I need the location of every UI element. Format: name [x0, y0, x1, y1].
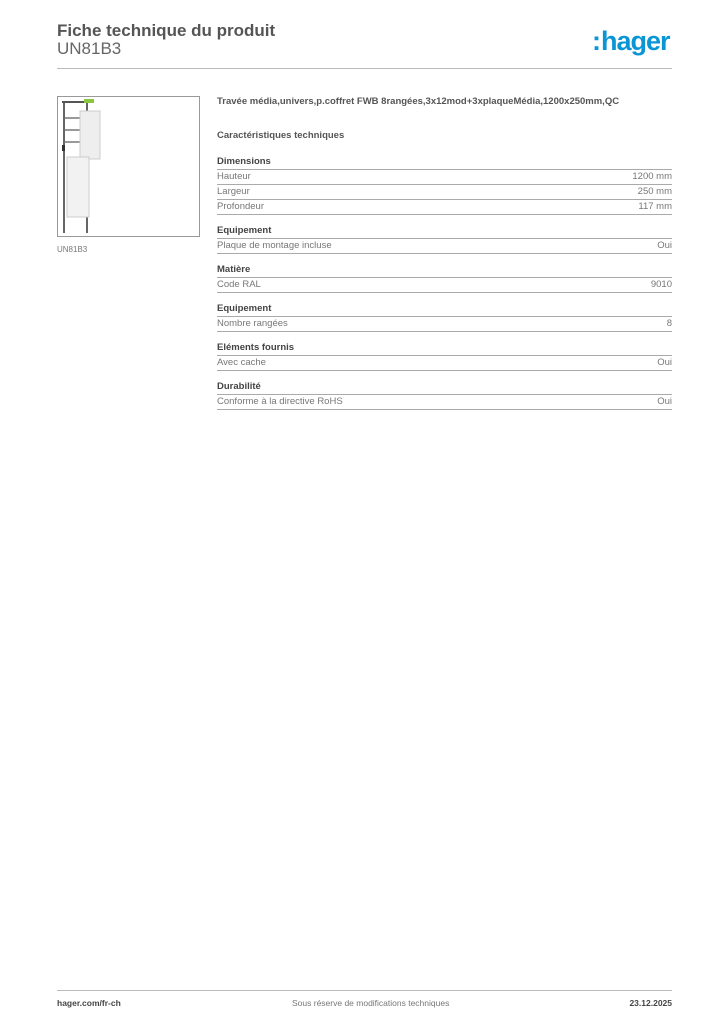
spec-value: 1200 mm: [632, 171, 672, 182]
spec-row: [217, 356, 672, 371]
section-title: Equipement: [217, 225, 672, 239]
spec-label: Avec cache: [217, 357, 266, 368]
spec-value: Oui: [657, 357, 672, 368]
spec-row: [217, 395, 672, 410]
hager-logo: :hager: [592, 26, 670, 56]
spec-value: 9010: [650, 279, 672, 290]
section-title: Equipement: [217, 303, 672, 317]
spec-value: 117 mm: [638, 201, 672, 212]
section-title: Matière: [217, 264, 672, 278]
spec-row: [217, 200, 672, 215]
section-title: Dimensions: [217, 156, 672, 170]
spec-value: Oui: [657, 396, 672, 407]
characteristics-list: [217, 156, 672, 410]
spec-section: [217, 303, 672, 332]
spec-row: [217, 317, 672, 332]
spec-value: Oui: [657, 240, 672, 251]
spec-label: Conforme à la directive RoHS: [217, 396, 343, 407]
product-image: [57, 96, 200, 237]
footer-date: 23.12.2025: [629, 998, 672, 1008]
characteristics-title: Caractéristiques techniques: [217, 130, 345, 141]
header-divider: [57, 68, 672, 69]
spec-row: [217, 170, 672, 185]
spec-value: 8: [666, 318, 672, 329]
product-illustration-icon: [58, 97, 199, 236]
product-reference: UN81B3: [57, 39, 122, 58]
spec-section: [217, 264, 672, 293]
spec-label: Plaque de montage incluse: [217, 240, 332, 251]
page-title: Fiche technique du produit: [57, 21, 276, 40]
section-title: Durabilité: [217, 381, 672, 395]
spec-row: [217, 239, 672, 254]
footer-notice: Sous réserve de modifications techniques: [292, 998, 450, 1008]
spec-label: Code RAL: [217, 279, 261, 290]
spec-section: [217, 381, 672, 410]
spec-section: [217, 156, 672, 215]
product-details: [217, 96, 672, 410]
spec-label: Hauteur: [217, 171, 251, 182]
spec-value: 250 mm: [637, 186, 672, 197]
spec-label: Largeur: [217, 186, 250, 197]
spec-row: [217, 278, 672, 293]
footer-divider: [57, 990, 672, 991]
spec-section: [217, 225, 672, 254]
image-caption: UN81B3: [57, 245, 88, 254]
product-description: Travée média,univers,p.coffret FWB 8rangées,3x12mod+3xplaqueMédia,1200x250mm,QC: [217, 96, 620, 107]
spec-row: [217, 185, 672, 200]
spec-label: Nombre rangées: [217, 318, 288, 329]
spec-label: Profondeur: [217, 201, 265, 212]
spec-section: [217, 342, 672, 371]
footer-website[interactable]: hager.com/fr-ch: [57, 998, 121, 1008]
section-title: Eléments fournis: [217, 342, 672, 356]
